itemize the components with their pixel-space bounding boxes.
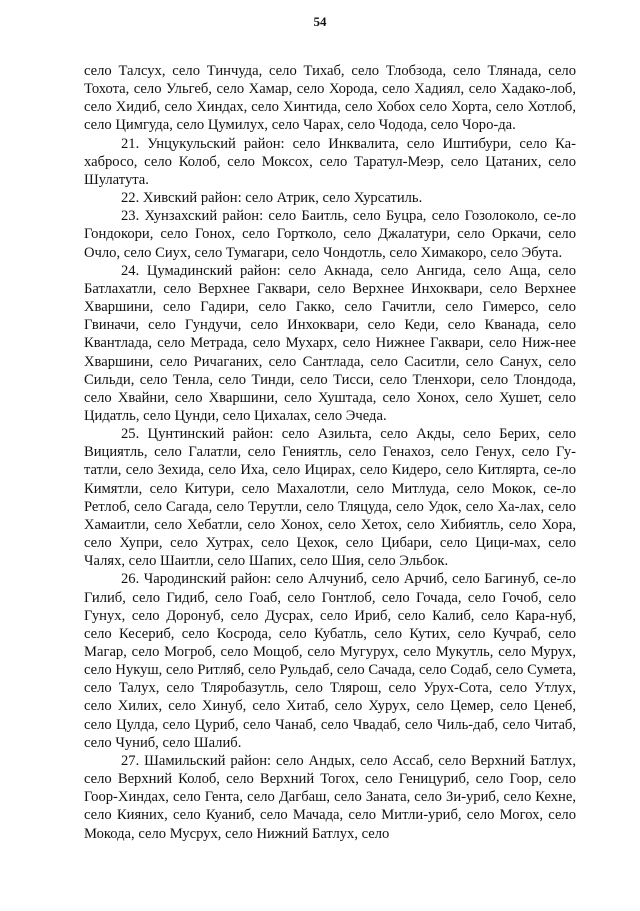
paragraph-item-25: 25. Цунтинский район: село Азильта, село Акды, село Берих, село Вициятль, село Галатли, село Гениятль, село Генахоз, село Генух, село Гу-татли, село Зехида, село Иха, село Ицирах, село Кидеро, село Китлярта, се-ло Кимятли, село Китури, село Махалотли, село Митлуда, село Мокок, се-ло Ретлоб, село Сагада, село Терутли, село Тляцуда, село Удок, село Ха-лах, село Хамаитли, село Хебатли, село Хонох, село Хетох, село Хибиятль, село Хора, село Хупри, село Хутрах, село Цехок, село Цибари, село Цици-мах, село Чалях, село Шаитли, село Шапих, село Шия, село Эльбок. <box>84 426 576 570</box>
paragraph-item-26: 26. Чародинский район: село Алчуниб, село Арчиб, село Багинуб, се-ло Гилиб, село Гидиб, село Гоаб, село Гонтлоб, село Гочада, село Гочоб, село Гунух, село Доронуб, село Дусрах, село Ириб, село Калиб, село Кара-нуб, село Кесериб, село Косрода, село Кубатль, село Кутих, село Кучраб, село Магар, село Могроб, село Мощоб, село Мугурух, село Мукутль, село Мурух, село Нукуш, село Ритляб, село Рульдаб, село Сачада, село Содаб, село Сумета, село Талух, село Тляробазутль, село Тлярош, село Урух-Сота, село Утлух, село Хилих, село Хинуб, село Хитаб, село Хурух, село Цемер, село Ценеб, село Цулда, село Цуриб, село Чанаб, село Чвадаб, село Чиль-даб, село Читаб, село Чуниб, село Шалиб. <box>84 571 576 751</box>
paragraph-continuation: село Талсух, село Тинчуда, село Тихаб, село Тлобзода, село Тлянада, село Тохота, село Ульгеб, село Хамар, село Хорода, село Хадиял, село Хадако-лоб, село Хидиб, село Хиндах, село Хинтида, село Хобох село Хорта, село Хотлоб, село Цимгуда, село Цумилух, село Чарах, село Чодода, село Чоро-да. <box>84 63 576 134</box>
page-number: 54 <box>313 14 327 29</box>
paragraph-item-24: 24. Цумадинский район: село Акнада, село Ангида, село Аща, село Батлахатли, село Верхнее Гаквари, село Верхнее Инхоквари, село Верхнее Хваршини, село Гадири, село Гакко, село Гачитли, село Гимерсо, село Гвиначи, село Гундучи, село Инхоквари, село Кеди, село Кванада, село Квантлада, село Метрада, село Мухарх, село Нижнее Гаквари, село Ниж-нее Хваршини, село Ричаганих, село Сантлада, село Саситли, село Санух, село Сильди, село Тенла, село Тинди, село Тисси, село Тленхори, село Тлондода, село Хвайни, село Хваршини, село Хуштада, село Хонох, село Хушет, село Цидатль, село Цунди, село Цихалах, село Эчеда. <box>84 262 576 424</box>
paragraph-item-23: 23. Хунзахский район: село Баитль, село Буцра, село Гозолоколо, се-ло Гондокори, село Гонох, село Гортколо, село Джалатури, село Оркачи, село Очло, село Сиух, село Тумагари, село Чондотль, село Химакоро, село Эбута. <box>84 208 576 261</box>
paragraph-item-21: 21. Унцукульский район: село Инквалита, село Иштибури, село Ка-хабросо, село Колоб, село Моксох, село Таратул-Меэр, село Цатаних, село Шулатута. <box>84 135 576 188</box>
document-body <box>84 62 576 843</box>
paragraph-item-27: 27. Шамильский район: село Андых, село Ассаб, село Верхний Батлух, село Верхний Колоб, село Верхний Тогох, село Геницуриб, село Гоор, село Гоор-Хиндах, село Гента, село Дагбаш, село Заната, село Зи-уриб, село Кехне, село Кияних, село Куаниб, село Мачада, село Митли-уриб, село Могох, село Мокода, село Мусрух, село Нижний Батлух, село <box>84 752 576 842</box>
paragraph-item-22: 22. Хивский район: село Атрик, село Хурсатиль. <box>121 190 423 207</box>
